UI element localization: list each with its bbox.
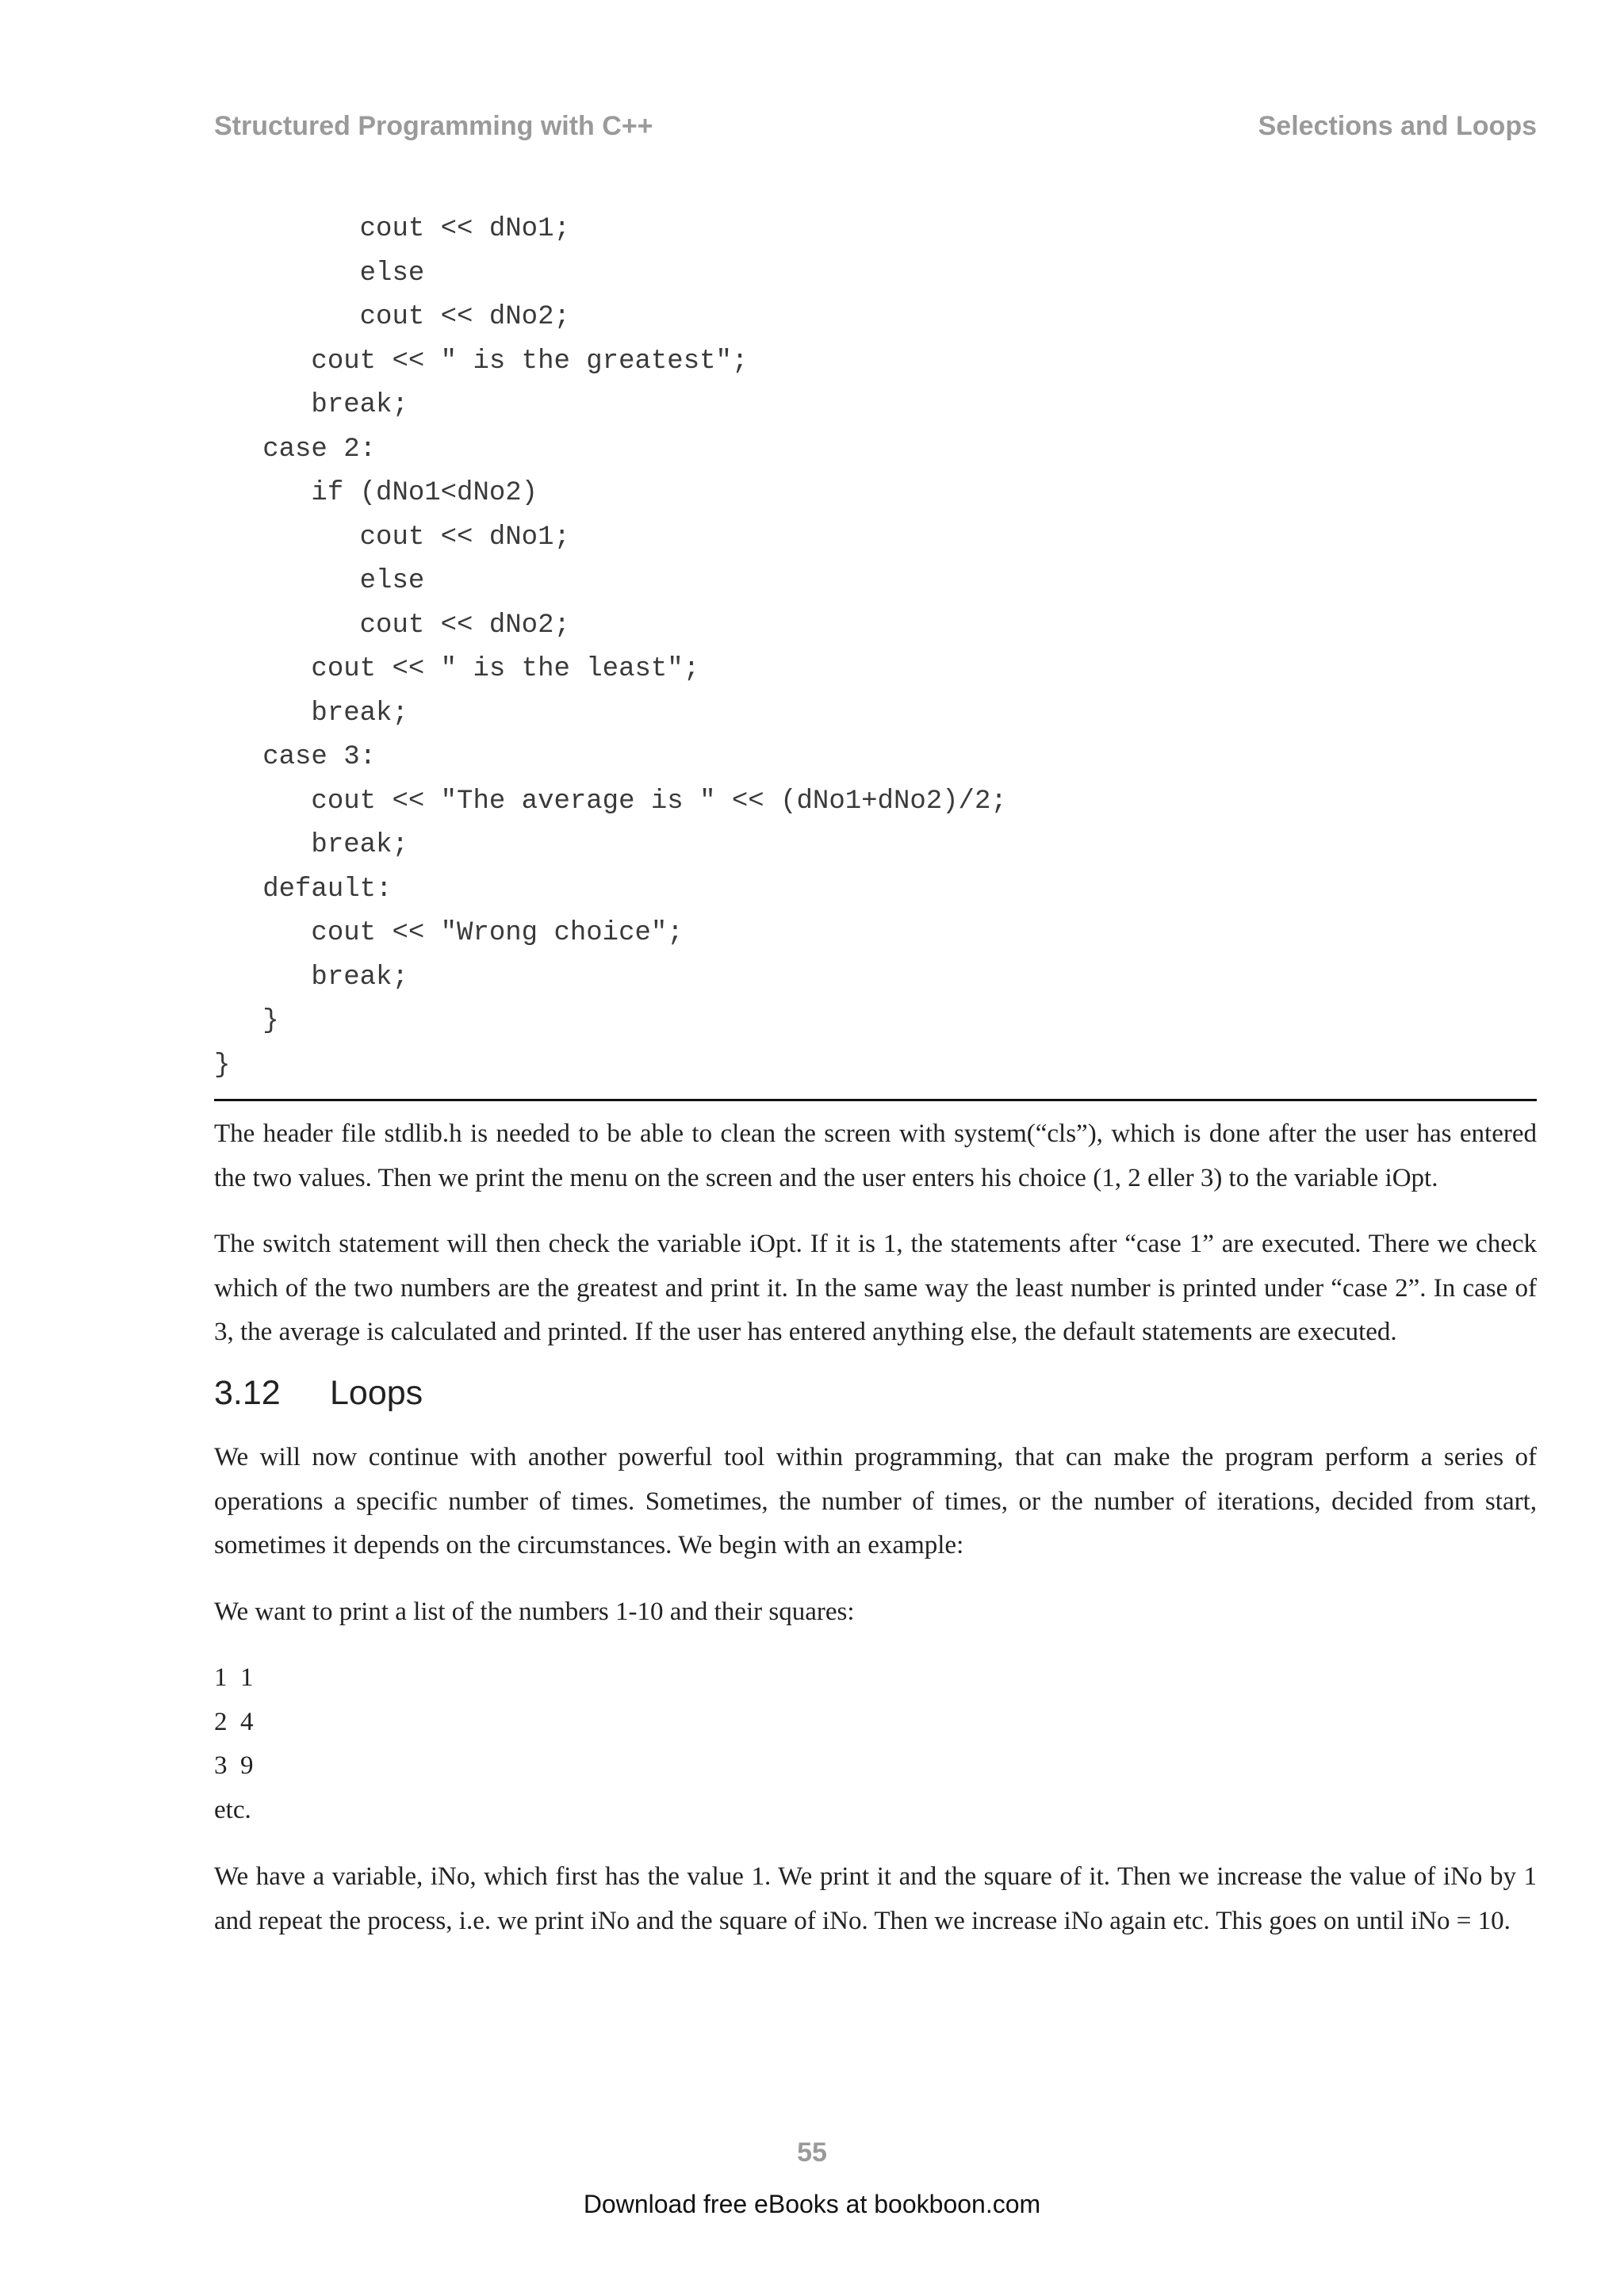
section-title: Loops xyxy=(330,1374,423,1412)
code-line: else xyxy=(359,258,425,289)
code-line: cout << dNo2; xyxy=(359,610,570,641)
code-line: cout << "The average is " << (dNo1+dNo2)/2; xyxy=(311,786,1007,817)
page-number: 55 xyxy=(797,2137,827,2168)
code-line: cout << "Wrong choice"; xyxy=(311,918,684,948)
code-line: case 3: xyxy=(262,742,377,772)
code-line: break; xyxy=(311,698,408,729)
code-line: } xyxy=(262,1006,279,1036)
code-line: cout << " is the least"; xyxy=(311,654,700,684)
code-line: default: xyxy=(262,874,393,905)
code-line: } xyxy=(214,1050,231,1081)
list-item: 2 4 xyxy=(214,1707,254,1736)
code-end-rule xyxy=(214,1099,1537,1101)
code-listing xyxy=(214,208,1537,1088)
download-link[interactable]: Download free eBooks at bookboon.com xyxy=(583,2190,1041,2218)
paragraph-loops-intro: We will now continue with another powerful tool within programming, that can make the program perform a series of operations a specific number of times. Sometimes, the number of times, or the number of iterations, decided from start, sometimes it depends on the circumstances. We begin with an example: xyxy=(214,1443,1537,1559)
list-item: 1 1 xyxy=(214,1663,254,1692)
code-line: break; xyxy=(311,390,408,420)
code-line: cout << " is the greatest"; xyxy=(311,346,749,377)
list-item: etc. xyxy=(214,1795,251,1824)
section-number: 3.12 xyxy=(214,1374,281,1412)
book-title: Structured Programming with C++ xyxy=(214,111,653,141)
chapter-title: Selections and Loops xyxy=(1258,111,1537,141)
code-line: cout << dNo1; xyxy=(359,214,570,244)
code-line: else xyxy=(359,566,425,596)
running-header xyxy=(214,111,1537,151)
list-item: 3 9 xyxy=(214,1751,254,1780)
code-line: cout << dNo1; xyxy=(359,522,570,553)
code-line: break; xyxy=(311,962,408,993)
section-heading xyxy=(214,1369,423,1417)
code-line: if (dNo1<dNo2) xyxy=(311,478,538,508)
paragraph-switch: The switch statement will then check the variable iOpt. If it is 1, the statements after “case 1” are executed. There we check which of the two numbers are the greatest and print it. In the same way the least number is printed under “case 2”. In case of 3, the average is calculated and printed. If the user has entered anything else, the default statements are executed. xyxy=(214,1230,1537,1346)
paragraph-ino: We have a variable, iNo, which first has the value 1. We print it and the square of it. Then we increase the value of iNo by 1 and repeat the process, i.e. we print iNo and the square of iNo. Then we increase iNo again etc. This goes on until iNo = 10. xyxy=(214,1862,1537,1935)
squares-list xyxy=(214,1656,254,1832)
code-line: cout << dNo2; xyxy=(359,302,570,332)
code-line: break; xyxy=(311,830,408,860)
code-line: case 2: xyxy=(262,434,377,465)
paragraph-stdlib: The header file stdlib.h is needed to be able to clean the screen with system(“cls”), which is done after the user has entered the two values. Then we print the menu on the screen and the user enters his choice (1, 2 eller 3) to the variable iOpt. xyxy=(214,1119,1537,1192)
paragraph-squares-intro: We want to print a list of the numbers 1-10 and their squares: xyxy=(214,1598,855,1626)
